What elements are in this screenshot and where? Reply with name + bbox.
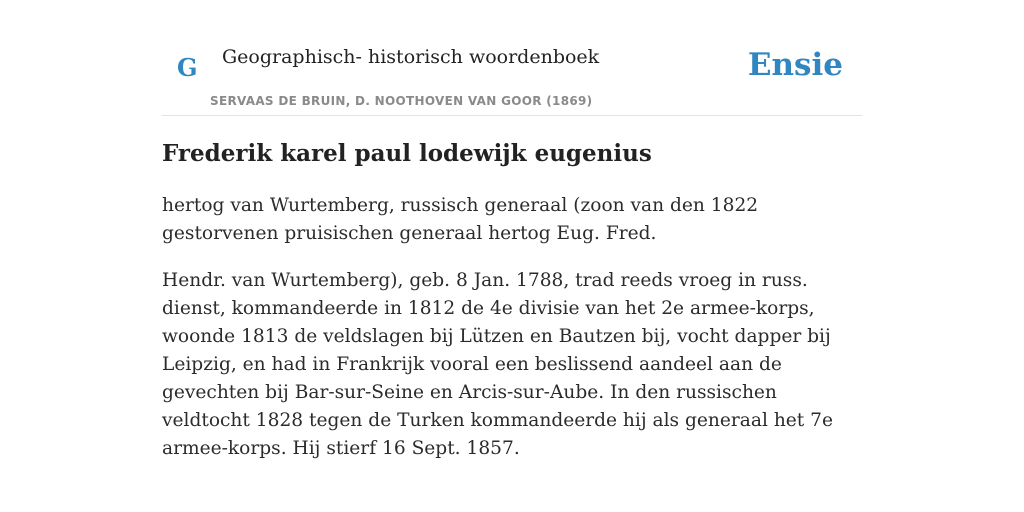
- book-header: [162, 0, 862, 116]
- book-authors: SERVAAS DE BRUIN, D. NOOTHOVEN VAN GOOR (1869): [210, 94, 593, 108]
- entry-title: Frederik karel paul lodewijk eugenius: [162, 140, 652, 167]
- entry-paragraph: hertog van Wurtemberg, russisch generaal (zoon van den 1822 gestorvenen pruisischen generaal hertog Eug. Fred.: [162, 195, 759, 244]
- entry-body: [162, 192, 862, 482]
- entry-card: [162, 0, 862, 512]
- ensie-logo[interactable]: Ensie: [747, 47, 843, 83]
- book-title-link[interactable]: Geographisch- historisch woordenboek: [222, 46, 600, 68]
- book-initial-icon[interactable]: G: [177, 53, 198, 82]
- entry-paragraph: Hendr. van Wurtemberg), geb. 8 Jan. 1788, trad reeds vroeg in russ. dienst, kommandeerde in 1812 de 4e divisie van het 2e armee-korps, woonde 1813 de veldslagen bij Lützen en Bautzen bij, vocht dapper bij Leipzig, en had in Frankrijk vooral een beslissend aandeel aan de gevechten bij Bar-sur-Seine en Arcis-sur-Aube. In den russischen veldtocht 1828 tegen de Turken kommandeerde hij als generaal het 7e armee-korps. Hij stierf 16 Sept. 1857.: [162, 270, 834, 459]
